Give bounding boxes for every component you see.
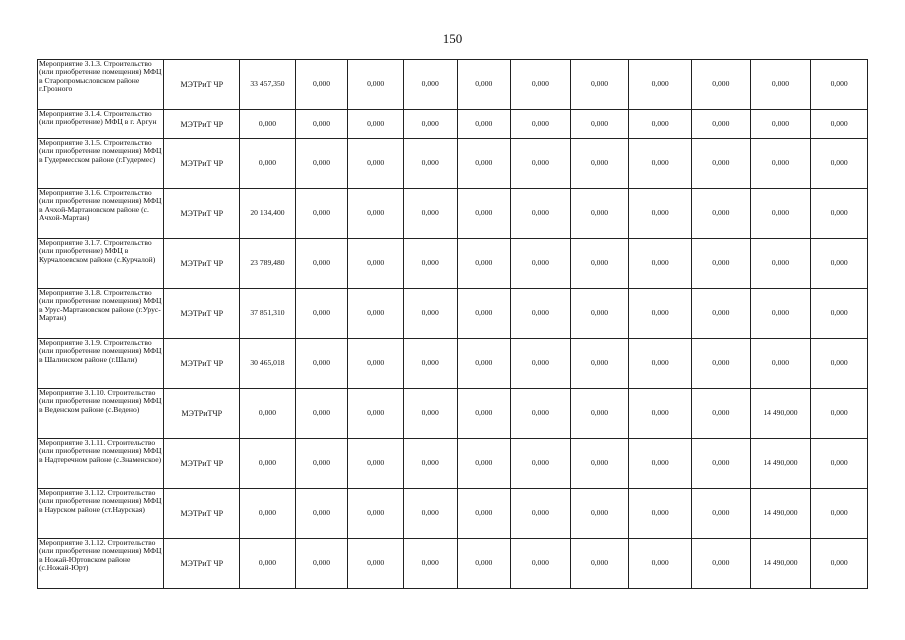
amount-cell: 0,000 (240, 439, 296, 489)
amount-cell: 0,000 (511, 139, 571, 189)
amount-cell: 0,000 (295, 489, 348, 539)
executor-cell: МЭТРиТ ЧР (164, 239, 240, 289)
measure-description-cell: Мероприятие 3.1.3. Строительство (или приобретение помещения) МФЦ в Старопромысловском районе г.Грозного (38, 60, 164, 110)
measure-description-cell: Мероприятие 3.1.10. Строительство (или приобретение помещения) МФЦ в Веденском районе (с.Ведено) (38, 389, 164, 439)
amount-cell: 0,000 (457, 389, 511, 439)
amount-cell: 0,000 (403, 439, 457, 489)
amount-cell: 0,000 (511, 339, 571, 389)
table-row (38, 539, 868, 589)
amount-cell: 0,000 (811, 60, 868, 110)
table-row (38, 289, 868, 339)
amount-cell: 0,000 (692, 489, 751, 539)
amount-cell: 0,000 (570, 139, 629, 189)
amount-cell: 0,000 (348, 339, 404, 389)
amount-cell: 0,000 (811, 239, 868, 289)
amount-cell: 0,000 (348, 189, 404, 239)
amount-cell: 0,000 (348, 239, 404, 289)
amount-cell: 0,000 (629, 110, 692, 139)
amount-cell: 0,000 (348, 389, 404, 439)
amount-cell: 0,000 (811, 389, 868, 439)
executor-cell: МЭТРиТ ЧР (164, 189, 240, 239)
amount-cell: 0,000 (570, 110, 629, 139)
measure-description-cell: Мероприятие 3.1.5. Строительство (или приобретение помещения) МФЦ в Гудермесском районе (г.Гудермес) (38, 139, 164, 189)
amount-cell: 0,000 (811, 339, 868, 389)
amount-cell: 0,000 (750, 339, 811, 389)
amount-cell: 0,000 (570, 60, 629, 110)
amount-cell: 0,000 (457, 110, 511, 139)
amount-cell: 0,000 (403, 339, 457, 389)
amount-cell: 0,000 (629, 489, 692, 539)
amount-cell: 0,000 (403, 489, 457, 539)
amount-cell: 0,000 (629, 439, 692, 489)
amount-cell: 0,000 (811, 489, 868, 539)
executor-cell: МЭТРиТ ЧР (164, 139, 240, 189)
amount-cell: 0,000 (403, 189, 457, 239)
table-row (38, 439, 868, 489)
amount-cell: 0,000 (570, 389, 629, 439)
measure-description-cell: Мероприятие 3.1.8. Строительство (или приобретение помещения) МФЦ в Урус-Мартановском районе (г.Урус-Мартан) (38, 289, 164, 339)
amount-cell: 0,000 (692, 239, 751, 289)
page-number: 150 (442, 31, 463, 46)
amount-cell: 0,000 (457, 189, 511, 239)
table-row (38, 239, 868, 289)
amount-cell: 0,000 (403, 539, 457, 589)
program-measures-table (37, 59, 868, 589)
amount-cell: 0,000 (457, 289, 511, 339)
amount-cell: 0,000 (457, 339, 511, 389)
amount-cell: 0,000 (295, 389, 348, 439)
amount-cell: 0,000 (629, 539, 692, 589)
amount-cell: 0,000 (692, 439, 751, 489)
amount-cell: 0,000 (750, 289, 811, 339)
amount-cell: 0,000 (811, 189, 868, 239)
amount-cell: 0,000 (457, 239, 511, 289)
amount-cell: 0,000 (570, 339, 629, 389)
amount-cell: 0,000 (240, 139, 296, 189)
executor-cell: МЭТРиТ ЧР (164, 289, 240, 339)
amount-cell: 0,000 (570, 489, 629, 539)
table-row (38, 389, 868, 439)
amount-cell: 0,000 (240, 389, 296, 439)
amount-cell: 0,000 (348, 289, 404, 339)
amount-cell: 0,000 (295, 189, 348, 239)
amount-cell: 0,000 (240, 539, 296, 589)
measure-description-cell: Мероприятие 3.1.12. Строительство (или приобретение помещения) МФЦ в Наурском районе (ст.Наурская) (38, 489, 164, 539)
amount-cell: 0,000 (348, 60, 404, 110)
amount-cell: 0,000 (570, 289, 629, 339)
table-row (38, 139, 868, 189)
amount-cell: 0,000 (403, 289, 457, 339)
amount-cell: 0,000 (570, 539, 629, 589)
amount-cell: 0,000 (240, 110, 296, 139)
amount-cell: 0,000 (629, 60, 692, 110)
amount-cell: 0,000 (570, 239, 629, 289)
amount-cell: 37 851,310 (240, 289, 296, 339)
amount-cell: 20 134,400 (240, 189, 296, 239)
measure-description-cell: Мероприятие 3.1.11. Строительство (или приобретение помещения) МФЦ в Надтеречном районе (с.Знаменское) (38, 439, 164, 489)
amount-cell: 0,000 (511, 189, 571, 239)
executor-cell: МЭТРиТ ЧР (164, 539, 240, 589)
amount-cell: 0,000 (629, 289, 692, 339)
amount-cell: 0,000 (348, 539, 404, 589)
amount-cell: 14 490,000 (750, 539, 811, 589)
amount-cell: 0,000 (403, 110, 457, 139)
amount-cell: 0,000 (295, 439, 348, 489)
amount-cell: 0,000 (511, 239, 571, 289)
amount-cell: 0,000 (348, 439, 404, 489)
amount-cell: 0,000 (692, 539, 751, 589)
amount-cell: 0,000 (511, 439, 571, 489)
measure-description-cell: Мероприятие 3.1.12. Строительство (или приобретение помещения) МФЦ в Ножай-Юртовском районе (с.Ножай-Юрт) (38, 539, 164, 589)
amount-cell: 0,000 (750, 139, 811, 189)
amount-cell: 0,000 (511, 389, 571, 439)
amount-cell: 0,000 (692, 289, 751, 339)
amount-cell: 0,000 (457, 439, 511, 489)
executor-cell: МЭТРиТЧР (164, 389, 240, 439)
amount-cell: 0,000 (692, 110, 751, 139)
amount-cell: 0,000 (811, 539, 868, 589)
amount-cell: 0,000 (692, 339, 751, 389)
amount-cell: 0,000 (295, 139, 348, 189)
amount-cell: 0,000 (295, 110, 348, 139)
amount-cell: 0,000 (348, 110, 404, 139)
amount-cell: 0,000 (750, 110, 811, 139)
amount-cell: 0,000 (811, 139, 868, 189)
amount-cell: 0,000 (240, 489, 296, 539)
measure-description-cell: Мероприятие 3.1.6. Строительство (или приобретение помещения) МФЦ в Ачхой-Мартановском районе (с. Ачхой-Мартан) (38, 189, 164, 239)
amount-cell: 23 789,480 (240, 239, 296, 289)
amount-cell: 0,000 (457, 539, 511, 589)
amount-cell: 0,000 (511, 489, 571, 539)
amount-cell: 0,000 (750, 239, 811, 289)
table-row (38, 60, 868, 110)
amount-cell: 0,000 (457, 139, 511, 189)
amount-cell: 0,000 (403, 139, 457, 189)
amount-cell: 0,000 (403, 60, 457, 110)
amount-cell: 14 490,000 (750, 489, 811, 539)
amount-cell: 0,000 (295, 239, 348, 289)
table-row (38, 189, 868, 239)
executor-cell: МЭТРиТ ЧР (164, 439, 240, 489)
amount-cell: 14 490,000 (750, 389, 811, 439)
amount-cell: 0,000 (692, 139, 751, 189)
amount-cell: 0,000 (348, 489, 404, 539)
amount-cell: 0,000 (629, 339, 692, 389)
amount-cell: 0,000 (811, 110, 868, 139)
measure-description-cell: Мероприятие 3.1.9. Строительство (или приобретение помещения) МФЦ в Шалинском районе (г.Шали) (38, 339, 164, 389)
amount-cell: 30 465,018 (240, 339, 296, 389)
amount-cell: 0,000 (629, 189, 692, 239)
table-row (38, 110, 868, 139)
amount-cell: 0,000 (750, 60, 811, 110)
measure-description-cell: Мероприятие 3.1.4. Строительство (или приобретение) МФЦ в г. Аргун (38, 110, 164, 139)
amount-cell: 0,000 (811, 439, 868, 489)
measure-description-cell: Мероприятие 3.1.7. Строительство (или приобретение) МФЦ в Курчалоевском районе (с.Курчалой) (38, 239, 164, 289)
amount-cell: 33 457,350 (240, 60, 296, 110)
amount-cell: 0,000 (457, 60, 511, 110)
amount-cell: 0,000 (403, 389, 457, 439)
amount-cell: 0,000 (570, 439, 629, 489)
amount-cell: 0,000 (750, 189, 811, 239)
amount-cell: 0,000 (403, 239, 457, 289)
amount-cell: 0,000 (348, 139, 404, 189)
amount-cell: 0,000 (295, 539, 348, 589)
amount-cell: 0,000 (811, 289, 868, 339)
amount-cell: 0,000 (692, 189, 751, 239)
amount-cell: 0,000 (295, 289, 348, 339)
table-row (38, 489, 868, 539)
amount-cell: 0,000 (511, 110, 571, 139)
executor-cell: МЭТРиТ ЧР (164, 60, 240, 110)
amount-cell: 0,000 (511, 539, 571, 589)
amount-cell: 0,000 (511, 289, 571, 339)
amount-cell: 0,000 (295, 339, 348, 389)
amount-cell: 0,000 (692, 60, 751, 110)
table-row (38, 339, 868, 389)
amount-cell: 0,000 (629, 239, 692, 289)
amount-cell: 0,000 (570, 189, 629, 239)
amount-cell: 0,000 (629, 139, 692, 189)
executor-cell: МЭТРиТ ЧР (164, 489, 240, 539)
amount-cell: 0,000 (629, 389, 692, 439)
amount-cell: 14 490,000 (750, 439, 811, 489)
executor-cell: МЭТРиТ ЧР (164, 339, 240, 389)
amount-cell: 0,000 (692, 389, 751, 439)
amount-cell: 0,000 (457, 489, 511, 539)
amount-cell: 0,000 (511, 60, 571, 110)
amount-cell: 0,000 (295, 60, 348, 110)
executor-cell: МЭТРиТ ЧР (164, 110, 240, 139)
